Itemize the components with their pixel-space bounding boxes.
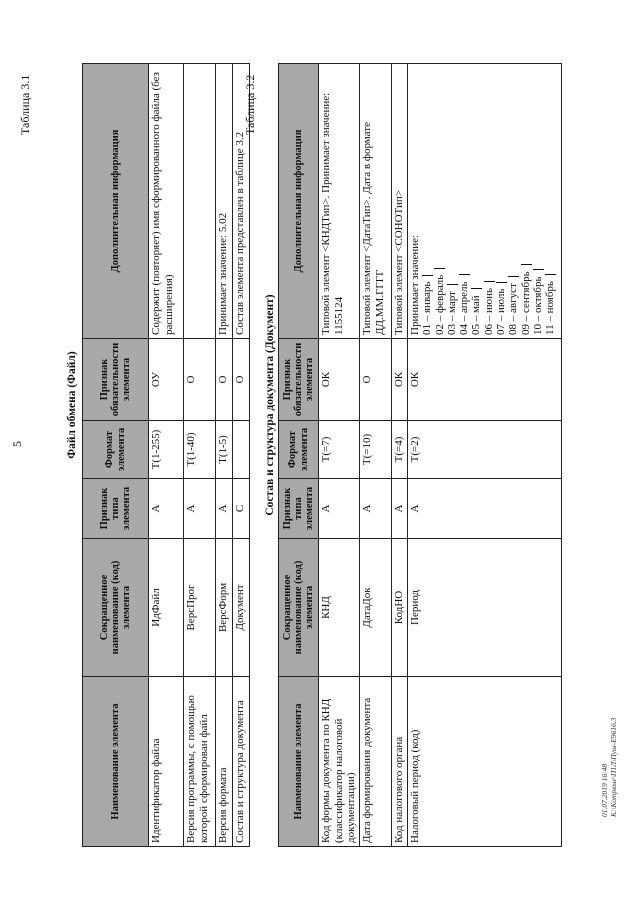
cell-format: T(1-255) [149,421,184,479]
table-row [319,64,360,847]
table2-header-name: Наименование элемента [279,677,319,847]
cell-code: ВерсПрог [184,539,216,677]
cell-info-period [407,64,561,339]
cell-code: КНД [319,539,360,677]
cell-format: T(1-5) [216,421,233,479]
cell-info: Состав элемента представлен в таблице 3.2 [233,64,250,339]
table1-header-required: Признак обязательности элемента [83,339,149,421]
page-number: 5 [10,441,24,447]
cell-name: Идентификатор файла [149,677,184,847]
cell-type: А [359,479,391,539]
cell-required: О [184,339,216,421]
cell-type: А [149,479,184,539]
table1-header-name: Наименование элемента [83,677,149,847]
table-row [233,64,250,847]
cell-required: О [216,339,233,421]
cell-name: Версия программы, с помощью которой сформирован файл [184,677,216,847]
table1-header-type: Признак типа элемента [83,479,149,539]
list-item: 11 – ноябрь [544,67,556,335]
table1-header-format: Формат элемента [83,421,149,479]
table-row [359,64,391,847]
cell-name: Состав и структура документа [233,677,250,847]
cell-code: ДатаДок [359,539,391,677]
list-item: 09 – сентябрь [520,67,532,335]
cell-required: О [233,339,250,421]
months-list [421,67,556,335]
cell-required: ОК [391,339,407,421]
cell-code: Документ [233,539,250,677]
cell-name: Код формы документа по КНД (классификатор налоговой документации) [319,677,360,847]
list-item: 08 – август [507,67,519,335]
cell-format: T(=7) [319,421,360,479]
cell-code: КодНО [391,539,407,677]
table2-title: Состав и структура документа (Документ) [264,294,276,516]
list-item: 02 – февраль [434,67,446,335]
cell-format [233,421,250,479]
cell-type: А [216,479,233,539]
list-item: 07 – июль [495,67,507,335]
footer-path: К:\Котрвые\П1Л\Пуш-Е9616.3 [609,717,618,817]
table2 [278,63,562,847]
list-item: 03 – март [446,67,458,335]
table1-number: Таблица 3.1 [18,74,32,135]
table-row [391,64,407,847]
cell-info: Типовой элемент <КНДТип>. Принимает значение: 1155124 [319,64,360,339]
cell-info: Принимает значение: 5.02 [216,64,233,339]
list-item: 10 – октябрь [532,67,544,335]
cell-type: А [407,479,561,539]
cell-code: ИдФайл [149,539,184,677]
cell-required: О [359,339,391,421]
cell-info [184,64,216,339]
table-row [149,64,184,847]
cell-type: А [184,479,216,539]
cell-name: Версия формата [216,677,233,847]
table-row [407,64,561,847]
cell-required: ОК [319,339,360,421]
table2-header-info: Дополнительная информация [279,64,319,339]
cell-name: Код налогового органа [391,677,407,847]
period-intro: Принимает значение: [408,234,421,335]
list-item: 05 – май [470,67,482,335]
cell-required: ОУ [149,339,184,421]
list-item: 01 – январь [421,67,433,335]
cell-name: Дата формирования документа [359,677,391,847]
table2-number: Таблица 3.2 [243,74,257,135]
cell-name: Налоговый период (код) [407,677,561,847]
table2-header-required: Признак обязательности элемента [279,339,319,421]
cell-info: Содержит (повторяет) имя сформированного файла (без расширения) [149,64,184,339]
table1-header-code: Сокращенное наименование (код) элемента [83,539,149,677]
cell-type: А [319,479,360,539]
cell-required: ОК [407,339,561,421]
list-item: 06 – июнь [483,67,495,335]
cell-info: Типовой элемент <ДатаТип>. Дата в формате ДД.ММ.ГГГГ [359,64,391,339]
table2-header-code: Сокращенное наименование (код) элемента [279,539,319,677]
cell-format: T(=2) [407,421,561,479]
list-item: 04 – апрель [458,67,470,335]
table1-title: Файл обмена (Файл) [66,351,78,459]
cell-format: T(=10) [359,421,391,479]
cell-info: Типовой элемент <СОНОТип> [391,64,407,339]
footer-stamp [600,617,618,817]
cell-code: Период [407,539,561,677]
cell-type: С [233,479,250,539]
footer-timestamp: 01.07.2019 16:48 [600,763,609,817]
cell-format: T(1-40) [184,421,216,479]
cell-format: T(=4) [391,421,407,479]
table1 [82,63,250,847]
cell-type: А [391,479,407,539]
cell-code: ВерсФорм [216,539,233,677]
table-row [216,64,233,847]
table2-header-format: Формат элемента [279,421,319,479]
table-row [184,64,216,847]
table1-header-info: Дополнительная информация [83,64,149,339]
table2-header-type: Признак типа элемента [279,479,319,539]
